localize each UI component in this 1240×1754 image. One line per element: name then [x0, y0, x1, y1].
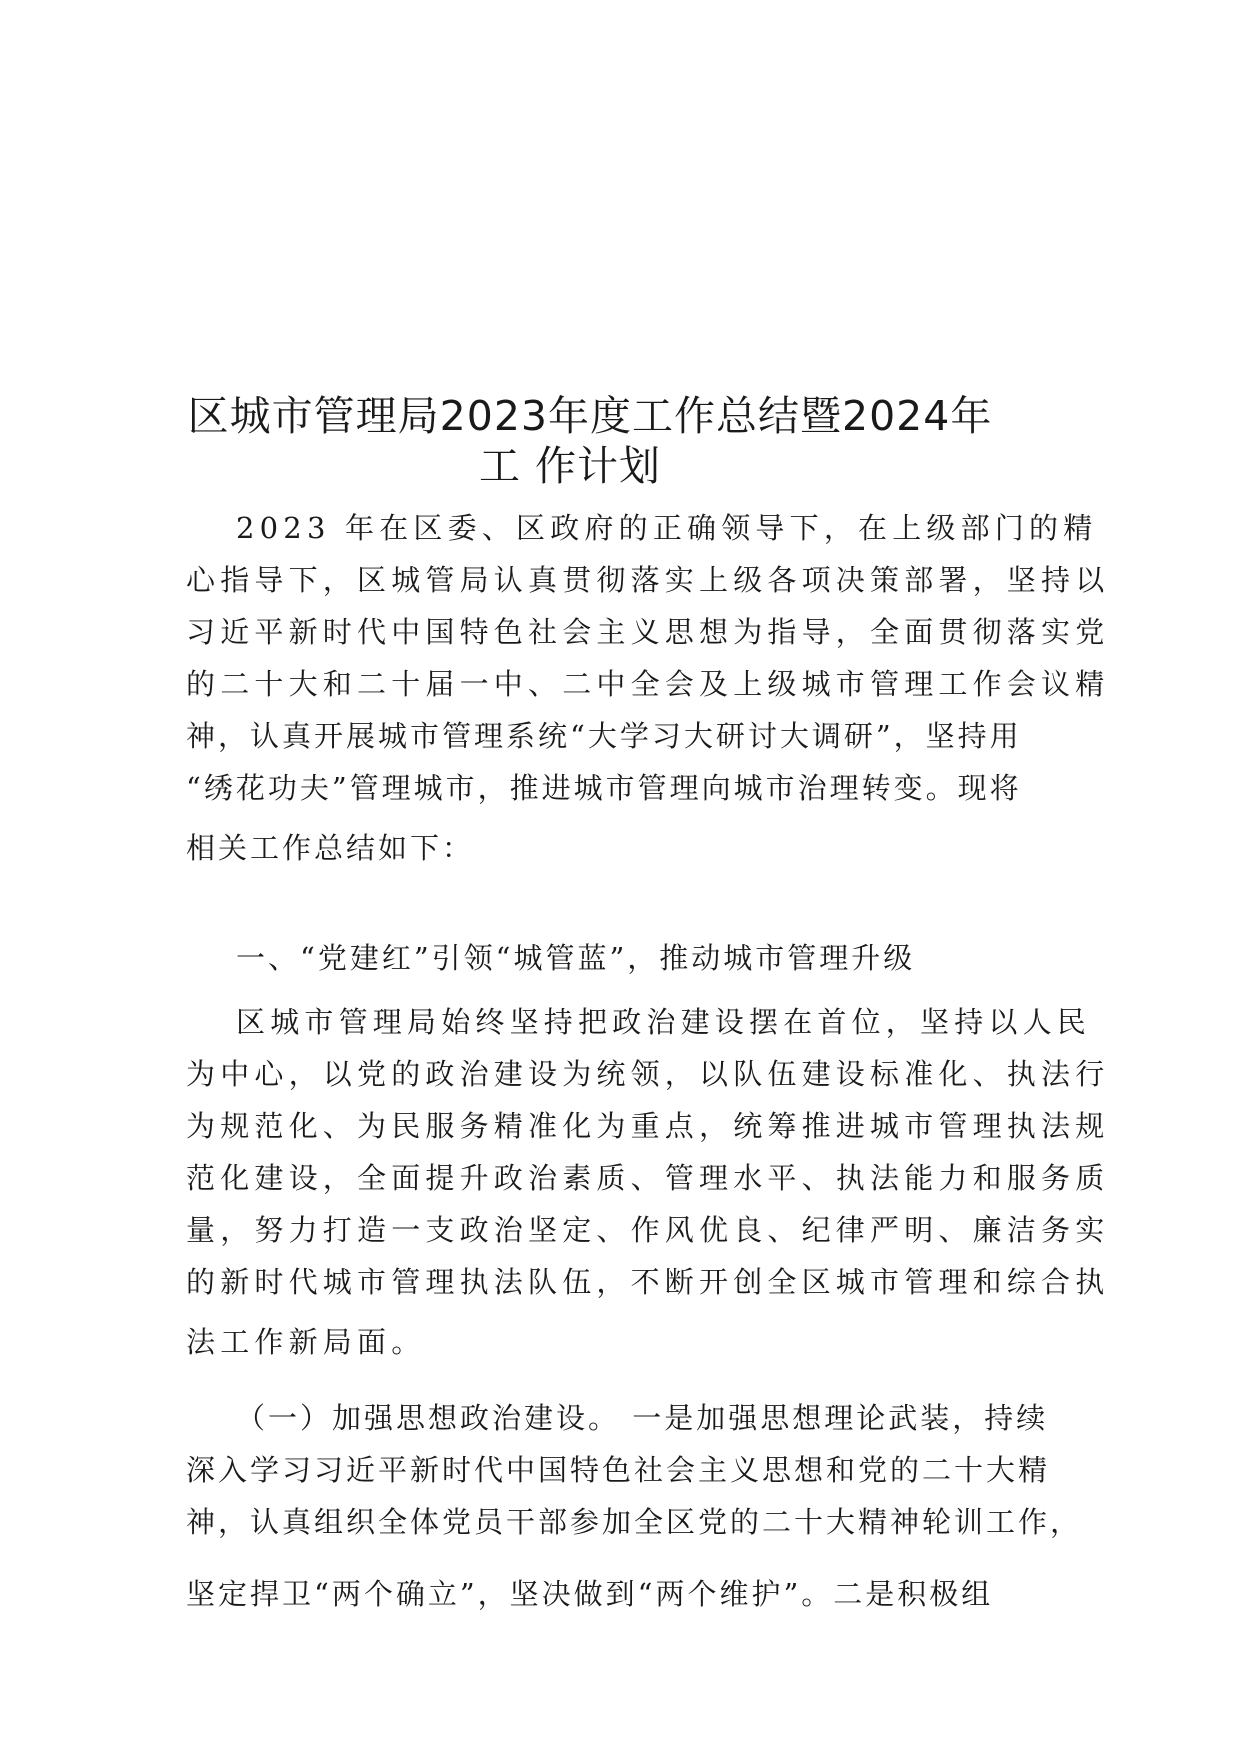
intro-line: 神，认真开展城市管理系统“大学习大研讨大调研”，坚持用	[186, 719, 1022, 753]
subsection-1-line: （一）加强思想政治建设。 一是加强思想理论武装，持续	[236, 1401, 1049, 1435]
section-1-line: 区城市管理局始终坚持把政治建设摆在首位，坚持以人民	[236, 1005, 1092, 1039]
section-heading: 一、“党建红”引领“城管蓝”，推动城市管理升级	[236, 941, 916, 975]
section-1-line: 为规范化、为民服务精准化为重点，统筹推进城市管理执法规	[186, 1109, 1110, 1143]
section-1-line: 范化建设，全面提升政治素质、管理水平、执法能力和服务质	[186, 1161, 1110, 1195]
document-title-line-2: 工 作计划	[478, 442, 662, 490]
subsection-1-line: 坚定捍卫“两个确立”，坚决做到“两个维护”。二是积极组	[186, 1577, 994, 1611]
intro-line: 习近平新时代中国特色社会主义思想为指导，全面贯彻落实党	[186, 615, 1110, 649]
intro-line: 的二十大和二十届一中、二中全会及上级城市管理工作会议精	[186, 667, 1110, 701]
section-1-line: 为中心，以党的政治建设为统领，以队伍建设标准化、执法行	[186, 1057, 1110, 1091]
intro-line: 相关工作总结如下：	[186, 831, 475, 865]
subsection-1-line: 神，认真组织全体党员干部参加全区党的二十大精神轮训工作，	[186, 1505, 1083, 1539]
section-1-line: 法工作新局面。	[186, 1325, 426, 1359]
section-1-line: 的新时代城市管理执法队伍，不断开创全区城市管理和综合执	[186, 1265, 1110, 1299]
intro-line: 心指导下，区城管局认真贯彻落实上级各项决策部署，坚持以	[186, 563, 1110, 597]
intro-line: 2023 年在区委、区政府的正确领导下，在上级部门的精	[236, 511, 1098, 545]
subsection-1-line: 深入学习习近平新时代中国特色社会主义思想和党的二十大精	[186, 1453, 1051, 1487]
document-title-line-1: 区城市管理局2023年度工作总结暨2024年	[187, 392, 993, 440]
section-1-line: 量，努力打造一支政治坚定、作风优良、纪律严明、廉洁务实	[186, 1213, 1110, 1247]
intro-line: “绣花功夫”管理城市，推进城市管理向城市治理转变。现将	[186, 771, 1022, 805]
